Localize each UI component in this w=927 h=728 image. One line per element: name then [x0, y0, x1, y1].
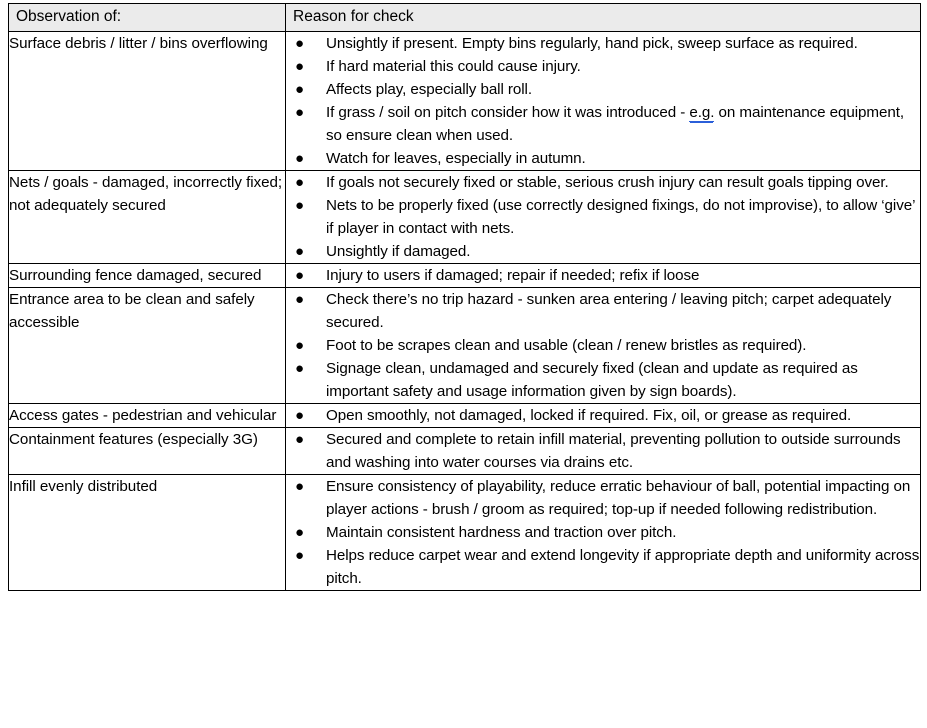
reason-bullet-item: [286, 334, 920, 357]
column-header-observation-label: Observation of:: [16, 8, 122, 25]
reason-bullet-item: [286, 194, 920, 240]
reason-bullet-list: [286, 404, 920, 427]
observation-text: Infill evenly distributed: [9, 478, 158, 495]
reason-bullet-text: If hard material this could cause injury.: [326, 58, 581, 75]
observation-cell: [9, 171, 286, 264]
reason-bullet-text: Injury to users if damaged; repair if needed; refix if loose: [326, 267, 700, 284]
reason-cell: [286, 288, 921, 404]
reason-bullet-item: [286, 32, 920, 55]
reason-bullet-item: [286, 171, 920, 194]
reason-bullet-item: [286, 521, 920, 544]
reason-bullet-list: [286, 171, 920, 263]
column-header-reason-label: Reason for check: [293, 8, 414, 25]
reason-bullet-text: Nets to be properly fixed (use correctly designed fixings, do not improvise), to allow ‘give’ if player in contact with nets.: [326, 197, 915, 237]
observation-text: Entrance area to be clean and safely accessible: [9, 291, 255, 331]
observation-cell: [9, 404, 286, 428]
observation-text: Containment features (especially 3G): [9, 431, 258, 448]
reason-bullet-text: Helps reduce carpet wear and extend longevity if appropriate depth and uniformity across pitch.: [326, 547, 920, 587]
reason-bullet-text: Foot to be scrapes clean and usable (clean / renew bristles as required).: [326, 337, 807, 354]
table-row: [9, 428, 921, 475]
observation-cell: [9, 264, 286, 288]
reason-bullet-text: Unsightly if present. Empty bins regularly, hand pick, sweep surface as required.: [326, 35, 858, 52]
reason-bullet-item: [286, 264, 920, 287]
reason-bullet-list: [286, 288, 920, 403]
column-header-reason: [286, 4, 921, 32]
reason-bullet-text: If goals not securely fixed or stable, serious crush injury can result goals tipping over.: [326, 174, 889, 191]
reason-bullet-list: [286, 32, 920, 170]
bullet-point-icon: ●: [295, 174, 304, 191]
bullet-point-icon: ●: [295, 243, 304, 260]
reason-bullet-list: [286, 475, 920, 590]
bullet-point-icon: ●: [295, 150, 304, 167]
bullet-point-icon: ●: [295, 407, 304, 424]
bullet-point-icon: ●: [295, 524, 304, 541]
reason-cell: [286, 404, 921, 428]
bullet-point-icon: ●: [295, 478, 304, 495]
reason-bullet-text: Affects play, especially ball roll.: [326, 81, 532, 98]
table-row: [9, 475, 921, 591]
reason-bullet-text: Watch for leaves, especially in autumn.: [326, 150, 586, 167]
reason-bullet-item: [286, 404, 920, 427]
reason-bullet-list: [286, 264, 920, 287]
table-row: [9, 171, 921, 264]
bullet-point-icon: ●: [295, 81, 304, 98]
reason-bullet-item: [286, 357, 920, 403]
observation-text: Nets / goals - damaged, incorrectly fixed; not adequately secured: [9, 174, 283, 214]
reason-bullet-item: [286, 240, 920, 263]
reason-bullet-item: [286, 147, 920, 170]
table-row: [9, 32, 921, 171]
reason-bullet-text: Open smoothly, not damaged, locked if required. Fix, oil, or grease as required.: [326, 407, 852, 424]
reason-cell: [286, 264, 921, 288]
reason-bullet-text: Ensure consistency of playability, reduce erratic behaviour of ball, potential impacting on player actions - brush / groom as required; top-up if needed following redistribution.: [326, 478, 911, 518]
reason-bullet-text: If grass / soil on pitch consider how it was introduced - e.g. on maintenance equipment, so ensure clean when used.: [326, 104, 905, 144]
table-header-row: [9, 4, 921, 32]
observation-cell: [9, 288, 286, 404]
table-row: [9, 264, 921, 288]
reason-bullet-item: [286, 544, 920, 590]
observation-cell: [9, 32, 286, 171]
reason-cell: [286, 428, 921, 475]
reason-bullet-item: [286, 428, 920, 474]
reason-bullet-text: Maintain consistent hardness and traction over pitch.: [326, 524, 677, 541]
bullet-point-icon: ●: [295, 35, 304, 52]
reason-bullet-item: [286, 78, 920, 101]
bullet-point-icon: ●: [295, 58, 304, 75]
observation-cell: [9, 428, 286, 475]
reason-bullet-item: [286, 475, 920, 521]
reason-bullet-text: Signage clean, undamaged and securely fixed (clean and update as required as important safety and usage information given by sign boards).: [326, 360, 858, 400]
inspection-checklist-table: [8, 3, 921, 591]
reason-cell: [286, 171, 921, 264]
reason-bullet-item: [286, 288, 920, 334]
grammar-suggestion-mark[interactable]: e.g.: [689, 104, 715, 121]
bullet-point-icon: ●: [295, 267, 304, 284]
reason-bullet-text: Secured and complete to retain infill material, preventing pollution to outside surrounds and washing into water courses via drains etc.: [326, 431, 901, 471]
bullet-point-icon: ●: [295, 291, 304, 308]
table-header: [9, 4, 921, 32]
bullet-point-icon: ●: [295, 337, 304, 354]
bullet-point-icon: ●: [295, 104, 304, 121]
reason-bullet-item: [286, 101, 920, 147]
reason-bullet-list: [286, 428, 920, 474]
table-row: [9, 288, 921, 404]
bullet-point-icon: ●: [295, 360, 304, 377]
column-header-observation: [9, 4, 286, 32]
bullet-point-icon: ●: [295, 197, 304, 214]
reason-cell: [286, 475, 921, 591]
reason-bullet-text: Unsightly if damaged.: [326, 243, 471, 260]
bullet-point-icon: ●: [295, 547, 304, 564]
bullet-point-icon: ●: [295, 431, 304, 448]
observation-text: Surrounding fence damaged, secured: [9, 267, 262, 284]
reason-bullet-text: Check there’s no trip hazard - sunken area entering / leaving pitch; carpet adequately secured.: [326, 291, 892, 331]
table-row: [9, 404, 921, 428]
reason-bullet-item: [286, 55, 920, 78]
observation-cell: [9, 475, 286, 591]
observation-text: Access gates - pedestrian and vehicular: [9, 407, 277, 424]
table-body: [9, 32, 921, 591]
observation-text: Surface debris / litter / bins overflowing: [9, 35, 268, 52]
reason-cell: [286, 32, 921, 171]
